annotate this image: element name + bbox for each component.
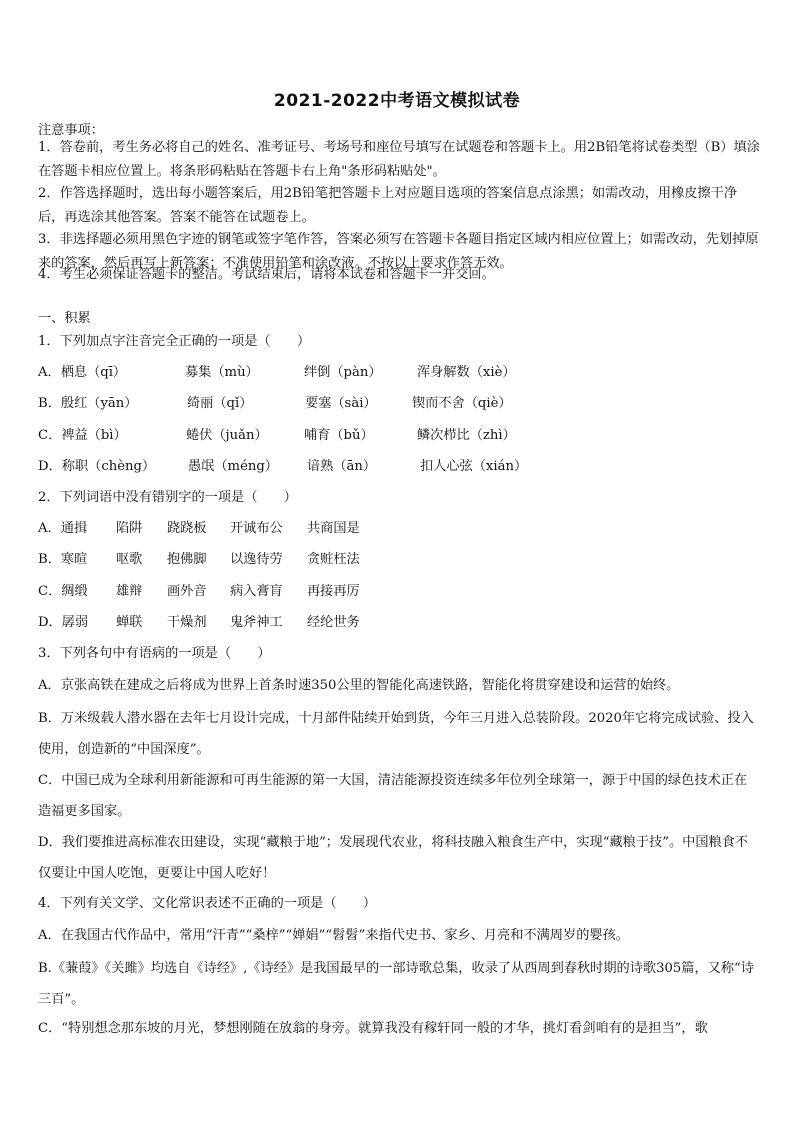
q1-option-a-item: 募集（mù） xyxy=(185,365,259,380)
notice-item-4: 4．考生必须保证答题卡的整洁。考试结束后，请将本试卷和答题卡一并交回。 xyxy=(38,267,495,282)
q2-option-c-item: 雄辩 xyxy=(116,584,143,599)
q1-option-d-item: 扣人心弦（xián） xyxy=(420,459,528,474)
q4-option-c: C．“特别想念那东坡的月光，梦想刚随在放翁的身旁。就算我没有稼轩同一般的才华，挑灯看剑咱有的是担当”，歌 xyxy=(38,1021,708,1036)
q2-option-b: B．寒暄 xyxy=(38,552,88,567)
question-3-stem: 3．下列各句中有语病的一项是（ ） xyxy=(38,646,271,661)
q3-option-c: C．中国已成为全球利用新能源和可再生能源的第一大国，清洁能源投资连续多年位列全球第一，源于中国的绿色技术正在造福更多国家。 xyxy=(38,773,748,819)
q3-option-d: D．我们要推进高标准农田建设，实现“藏粮于地”；发展现代农业，将科技融入粮食生产中，实现“藏粮于技”。中国粮食不仅要让中国人吃饱，更要让中国人吃好！ xyxy=(38,835,749,881)
notice-item-3: 3．非选择题必须用黑色字迹的钢笔或签字笔作答，答案必须写在答题卡各题目指定区域内相应位置上；如需改动，先划掉原来的答案，然后再写上新答案；不准使用铅笔和涂改液。不按以上要求作答无效。 xyxy=(38,232,759,271)
q1-option-b-item: 绮丽（qǐ） xyxy=(187,396,253,411)
q2-option-a-item: 陷阱 xyxy=(116,521,143,536)
q1-option-d: D．称职（chèng） xyxy=(38,459,156,474)
q1-option-b: B．殷红（yān） xyxy=(38,396,138,411)
q2-option-c-item: 病入膏肓 xyxy=(230,584,283,599)
q2-option-b-item: 呕歌 xyxy=(116,552,143,567)
q2-option-b-item: 贪赃枉法 xyxy=(307,552,360,567)
q1-option-c-item: 哺育（bǔ） xyxy=(304,428,374,443)
q2-option-d-item: 蝉联 xyxy=(116,615,143,630)
q1-option-d-item: 愚氓（méng） xyxy=(188,459,278,474)
section-heading: 一、积累 xyxy=(38,311,91,326)
q1-option-b-item: 锲而不舍（qiè） xyxy=(412,396,512,411)
question-1-stem: 1．下列加点字注音完全正确的一项是（ ） xyxy=(38,334,311,349)
q2-option-c-item: 画外音 xyxy=(167,584,207,599)
q2-option-b-item: 以逸待劳 xyxy=(230,552,283,567)
q1-option-c-item: 鳞次栉比（zhì） xyxy=(417,428,516,443)
q2-option-c-item: 再接再厉 xyxy=(307,584,360,599)
q2-option-a: A．通揖 xyxy=(38,521,88,536)
q1-option-c-item: 蜷伏（juǎn） xyxy=(186,428,268,443)
q2-option-d-item: 经纶世务 xyxy=(307,615,360,630)
q1-option-a: A．栖息（qī） xyxy=(38,365,127,380)
q1-option-c: C．裨益（bì） xyxy=(38,428,127,443)
q4-option-a: A．在我国古代作品中，常用“汗青”“桑梓”“婵娟”“髫髫”来指代史书、家乡、月亮和不满周岁的婴孩。 xyxy=(38,928,629,943)
q2-option-d-item: 干燥剂 xyxy=(167,615,207,630)
q3-option-a: A．京张高铁在建成之后将成为世界上首条时速350公里的智能化高速铁路，智能化将贯穿建设和运营的始终。 xyxy=(38,678,680,693)
q2-option-d-item: 鬼斧神工 xyxy=(230,615,283,630)
notice-item-1: 1．答卷前，考生务必将自己的姓名、准考证号、考场号和座位号填写在试题卷和答题卡上。用2B铅笔将试卷类型（B）填涂在答题卡相应位置上。将条形码粘贴在答题卡右上角"条形码粘贴处"。 xyxy=(38,140,760,179)
q2-option-a-item: 共商国是 xyxy=(307,521,360,536)
q1-option-b-item: 要塞（sài） xyxy=(305,396,377,411)
q2-option-d: D．孱弱 xyxy=(38,615,89,630)
q2-option-a-item: 跷跷板 xyxy=(167,521,207,536)
page-title: 2021-2022中考语文模拟试卷 xyxy=(273,91,521,111)
q2-option-b-item: 抱佛脚 xyxy=(167,552,207,567)
q1-option-a-item: 绊倒（pàn） xyxy=(304,365,382,380)
q2-option-c: C．绸缎 xyxy=(38,584,88,599)
question-2-stem: 2．下列词语中没有错别字的一项是（ ） xyxy=(38,490,297,505)
q2-option-a-item: 开诚布公 xyxy=(230,521,283,536)
q3-option-b: B．万米级载人潜水器在去年七月设计完成，十月部件陆续开始到货，今年三月进入总装阶段。2020年它将完成试验、投入使用，创造新的“中国深度”。 xyxy=(38,711,754,757)
question-4-stem: 4．下列有关文学、文化常识表述不正确的一项是（ ） xyxy=(38,896,377,911)
q1-option-d-item: 谙熟（ān） xyxy=(307,459,377,474)
notice-heading: 注意事项： xyxy=(38,123,104,138)
q1-option-a-item: 浑身解数（xiè） xyxy=(417,365,516,380)
notice-item-2: 2．作答选择题时，选出每小题答案后，用2B铅笔把答题卡上对应题目选项的答案信息点涂黑；如需改动，用橡皮擦干净后，再选涂其他答案。答案不能答在试题卷上。 xyxy=(38,186,738,225)
q4-option-b: B.《蒹葭》《关雎》均选自《诗经》,《诗经》是我国最早的一部诗歌总集，收录了从西周到春秋时期的诗歌305篇，又称“诗三百”。 xyxy=(38,961,754,1007)
